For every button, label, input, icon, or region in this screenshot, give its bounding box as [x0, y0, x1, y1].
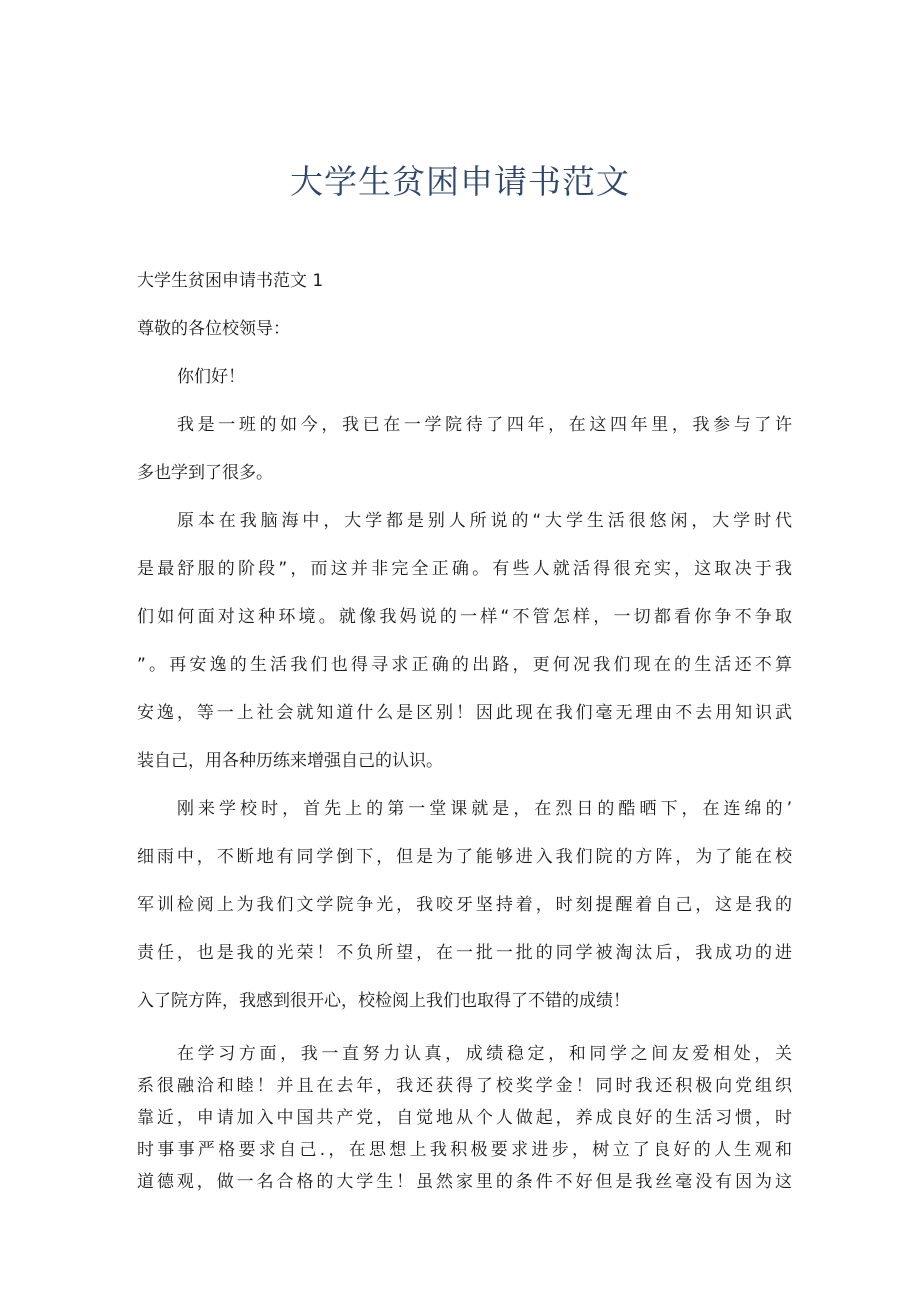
- document-body: [137, 257, 792, 1025]
- paragraph-line: 我是一班的如今，我已在一学院待了四年，在这四年里，我参与了许: [177, 415, 792, 435]
- paragraph-line: 多也学到了很多。: [137, 463, 273, 483]
- paragraph-line: 道德观，做一名合格的大学生！虽然家里的条件不好但是我丝毫没有因为这: [137, 1172, 792, 1192]
- paragraph-line: 装自己，用各种历练来增强自己的认识。: [137, 751, 443, 771]
- paragraph-line: 原本在我脑海中，大学都是别人所说的“大学生活很悠闲，大学时代: [177, 511, 792, 531]
- salutation: 尊敬的各位校领导：: [137, 319, 290, 339]
- paragraph-line: 刚来学校时，首先上的第一堂课就是，在烈日的酷晒下，在连绵的’: [177, 799, 792, 819]
- paragraph-1: [137, 401, 792, 497]
- paragraph-line: 们如何面对这种环境。就像我妈说的一样“不管怎样，一切都看你争不争取: [137, 607, 792, 627]
- paragraph-line: 是最舒服的阶段”，而这并非完全正确。有些人就活得很充实，这取决于我: [137, 559, 792, 579]
- paragraph-line: 责任，也是我的光荣！不负所望，在一批一批的同学被淘汰后，我成功的进: [137, 943, 792, 963]
- paragraph-line: 在学习方面，我一直努力认真，成绩稳定，和同学之间友爱相处，关: [177, 1044, 792, 1064]
- paragraph-line: 时事事严格要求自己.，在思想上我积极要求进步，树立了良好的人生观和: [137, 1140, 792, 1160]
- paragraph-line: 安逸，等一上社会就知道什么是区别！因此现在我们毫无理由不去用知识武: [137, 703, 792, 723]
- paragraph-line: ”。再安逸的生活我们也得寻求正确的出路，更何况我们现在的生活还不算: [137, 655, 792, 675]
- paragraph-2: [137, 497, 792, 785]
- document-title: 大学生贫困申请书范文: [290, 162, 630, 201]
- paragraph-3: [137, 785, 792, 1025]
- paragraph-line: 细雨中，不断地有同学倒下，但是为了能够进入我们院的方阵，为了能在校: [137, 847, 792, 867]
- paragraph-4: [137, 1038, 792, 1198]
- paragraph-line: 入了院方阵，我感到很开心，校检阅上我们也取得了不错的成绩！: [137, 991, 630, 1011]
- paragraph-line: 军训检阅上为我们文学院争光，我咬牙坚持着，时刻提醒着自己，这是我的: [137, 895, 792, 915]
- paragraph-line: 系很融洽和睦！并且在去年，我还获得了校奖学金！同时我还积极向党组织: [137, 1076, 792, 1096]
- section-heading: 大学生贫困申请书范文 1: [137, 271, 324, 291]
- paragraph-line: 靠近，申请加入中国共产党，自觉地从个人做起，养成良好的生活习惯，时: [137, 1108, 792, 1128]
- greeting: 你们好！: [177, 367, 245, 387]
